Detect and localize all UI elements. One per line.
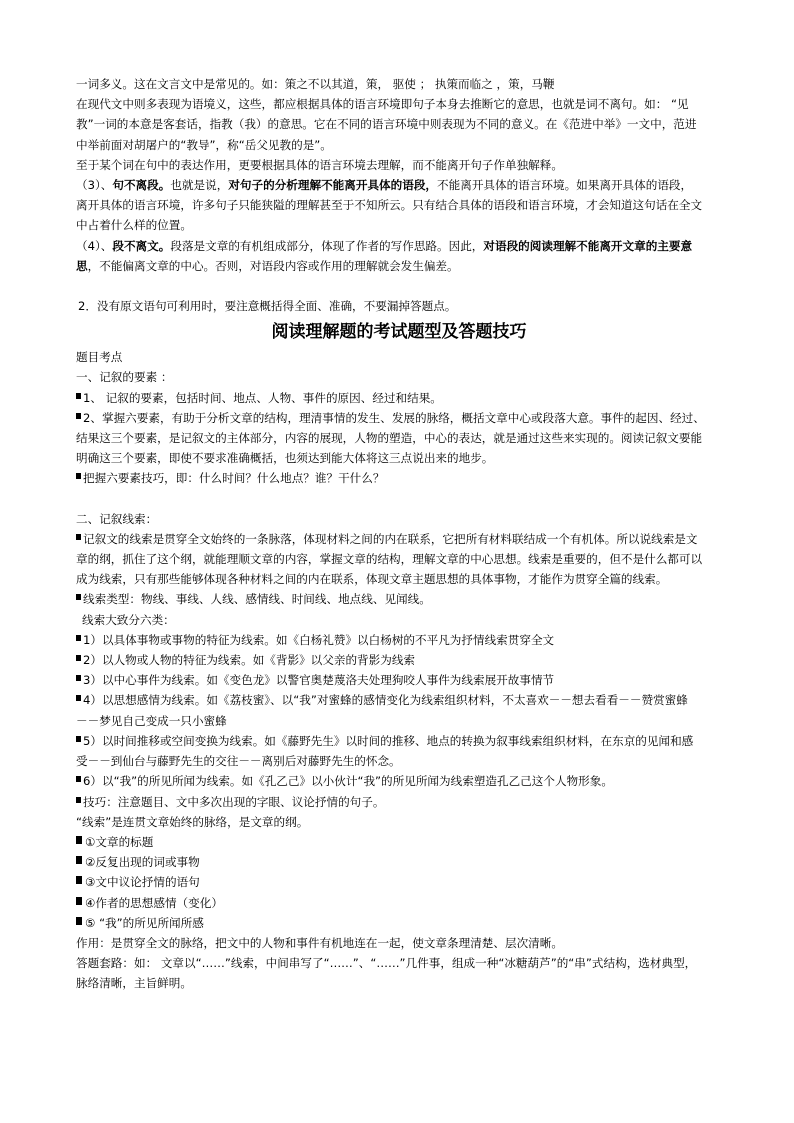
- text-span: 2、掌握六要素，有助于分析文章的结构，理清事情的发生、发展的脉络，概括文章中心或段落大意。事件的起因、经过、: [83, 410, 705, 425]
- bullet-icon: [76, 635, 81, 641]
- text-line: 教”一词的本意是客套话，指教（我）的意思。它在不同的语言环境中则表现为不同的意义。在《范进中举》一文中，范进: [76, 117, 697, 132]
- text-span: 把握六要素技巧，即：什么时间？什么地点？谁？干什么？: [83, 471, 385, 486]
- text-span: 1）以具体事物或事物的特征为线索。如《白杨礼赞》以白杨树的不平凡为抒情线索贯穿全文: [83, 632, 555, 647]
- list-item: [76, 872, 722, 892]
- bullet-icon: [76, 695, 81, 701]
- text-span: 6）以“我”的所见所闻为线索。如《孔乙己》以小伙计“我”的所见所闻为线索塑造孔乙己这个人物形象。: [83, 774, 613, 789]
- text-line: 结果这三个要素，是记叙文的主体部分，内容的展现，人物的塑造，中心的表达，就是通过这些来实现的。阅读记叙文要能: [76, 431, 703, 446]
- list-item: [76, 468, 722, 488]
- text-line: 章的纲，抓住了这个纲，就能理顺文章的内容，掌握文章的结构，理解文章的中心思想。线索是重要的，但不是什么都可以: [76, 552, 703, 567]
- emphasis-text: 对句子的分析理解不能离开具体的语段，: [228, 178, 438, 193]
- text-span: 也就是说，: [170, 178, 229, 193]
- list-item: [76, 852, 722, 872]
- list-item: [76, 893, 722, 913]
- point-3-heading: 句不离段。: [112, 178, 171, 193]
- point-3-number: （3）、: [76, 178, 113, 193]
- text-line: 题目考点: [76, 350, 123, 365]
- list-item: [76, 388, 722, 408]
- text-span: ⑤ “我”的所见所闻所感: [85, 915, 204, 930]
- list-item: [76, 690, 722, 710]
- list-item: [76, 408, 722, 428]
- text-span: ②反复出现的词或事物: [85, 855, 200, 870]
- text-line: 作用：是贯穿全文的脉络，把文中的人物和事件有机地连在一起，使文章条理清楚、层次清晰。: [76, 935, 563, 950]
- text-line: 至于某个词在句中的表达作用，更要根据具体的语言环境去理解，而不能离开句子作单独解释。: [76, 157, 563, 172]
- bullet-icon: [76, 675, 81, 681]
- list-item: [76, 913, 722, 933]
- bullet-icon: [76, 473, 81, 479]
- bullet-icon: [76, 897, 82, 905]
- text-span: 不能离开具体的语言环境。如果离开具体的语段，: [437, 178, 693, 193]
- text-span: 5）以时间推移或空间变换为线索。如《藤野先生》以时间的推移、地点的转换为叙事线索组织材料，在东京的见闻和感: [83, 733, 694, 748]
- point-4-heading: 段不离文。: [112, 238, 171, 253]
- list-item: [76, 771, 722, 791]
- bullet-icon: [76, 413, 81, 419]
- bullet-icon: [76, 534, 81, 540]
- text-span: ④作者的思想感情（变化）: [85, 895, 223, 910]
- text-line: 中占着什么样的位置。: [76, 218, 192, 233]
- bullet-icon: [76, 594, 81, 600]
- text-span: 段落是文章的有机组成部分，体现了作者的写作思路。因此，: [170, 238, 484, 253]
- text-line: [76, 256, 722, 276]
- list-item: [76, 529, 722, 549]
- text-span: 3）以中心事件为线索。如《变色龙》以警官奥楚蔑洛夫处理狗咬人事件为线索展开故事情节: [83, 673, 555, 688]
- bullet-icon: [76, 655, 81, 661]
- text-line: 离开具体的语言环境，许多句子只能狭隘的理解甚至于不知所云。只有结合具体的语段和语言环境，才会知道这句话在全文: [76, 198, 703, 213]
- point-4-line: [76, 236, 722, 256]
- text-line: －－梦见自己变成一只小蜜蜂: [76, 713, 227, 728]
- bullet-icon: [76, 393, 81, 399]
- text-line: 受－－到仙台与藤野先生的交往－－离别后对藤野先生的怀念。: [76, 754, 401, 769]
- list-item: [76, 589, 722, 609]
- text-line: 一词多义。这在文言文中是常见的。如：策之不以其道，策， 驱使 ； 执策而临之 ，策，马鞭: [76, 77, 555, 91]
- point-3-line: [76, 175, 722, 195]
- text-span: 1、 记叙的要素，包括时间、地点、人物、事件的原因、经过和结果。: [83, 390, 442, 405]
- text-line: 线索大致分六类：: [82, 612, 175, 627]
- text-span: 4）以思想感情为线索。如《荔枝蜜》、以“我”对蜜蜂的感情变化为线索组织材料，不太喜欢－－想去看看－－赞赏蜜蜂: [83, 693, 688, 708]
- point-4-number: （4）、: [76, 238, 113, 253]
- item-2-line: 2．没有原文语句可利用时，要注意概括得全面、准确，不要漏掉答题点。: [78, 299, 457, 314]
- bullet-icon: [76, 797, 81, 803]
- bullet-icon: [76, 876, 82, 884]
- section-heading: 一、记叙的要素 ：: [76, 370, 173, 385]
- text-line: 明确这三个要素，即使不要求准确概括，也须达到能大体将这三点说出来的地步。: [76, 451, 494, 466]
- text-span: ③文中议论抒情的语句: [85, 875, 200, 890]
- text-line: “线索”是连贯文章始终的脉络，是文章的纲。: [76, 814, 309, 829]
- list-item: [76, 650, 722, 670]
- text-span: ①文章的标题: [85, 834, 154, 849]
- text-line: 中举前面对胡屠户的“教导”，称“岳父见教的是”。: [76, 137, 332, 152]
- section-heading: 二、记叙线索：: [76, 511, 158, 526]
- bullet-icon: [76, 856, 82, 864]
- text-line: 脉络清晰，主旨鲜明。: [76, 976, 192, 991]
- text-span: 线索类型：物线、事线、人线、感情线、时间线、地点线、见闻线。: [83, 592, 431, 607]
- list-item: [76, 670, 722, 690]
- bullet-icon: [76, 836, 82, 844]
- bullet-icon: [76, 917, 82, 925]
- emphasis-text: 思: [76, 258, 88, 273]
- page-title: 阅读理解题的考试题型及答题技巧: [271, 322, 527, 343]
- text-span: 记叙文的线索是贯穿全文始终的一条脉落，体现材料之间的内在联系，它把所有材料联结成一个有机体。所以说线索是文: [83, 531, 698, 546]
- bullet-icon: [76, 776, 81, 782]
- text-line: 在现代文中则多表现为语境义，这些，都应根据具体的语言环境即句子本身去推断它的意思，也就是词不离句。如： “见: [76, 97, 689, 112]
- list-item: [76, 792, 722, 812]
- list-item: [76, 832, 722, 852]
- list-item: [76, 731, 722, 751]
- text-line: 答题套路：如： 文章以“……”线索，中间串写了“……”、“……”几件事，组成一种“冰糖葫芦”的“串”式结构，选材典型，: [76, 956, 697, 971]
- text-span: 技巧：注意题目、文中多次出现的字眼、议论抒情的句子。: [83, 794, 385, 809]
- emphasis-text: 对语段的阅读理解不能离开文章的主要意: [483, 238, 693, 253]
- text-span: 2）以人物或人物的特征为线索。如《背影》以父亲的背影为线索: [83, 653, 416, 668]
- bullet-icon: [76, 736, 81, 742]
- text-line: 成为线索，只有那些能够体现各种材料之间的内在联系，体现文章主题思想的具体事物，才能作为贯穿全篇的线索。: [76, 572, 668, 587]
- list-item: [76, 630, 722, 650]
- document-page: [76, 74, 722, 994]
- text-span: ，不能偏离文章的中心。否则，对语段内容或作用的理解就会发生偏差。: [87, 258, 459, 273]
